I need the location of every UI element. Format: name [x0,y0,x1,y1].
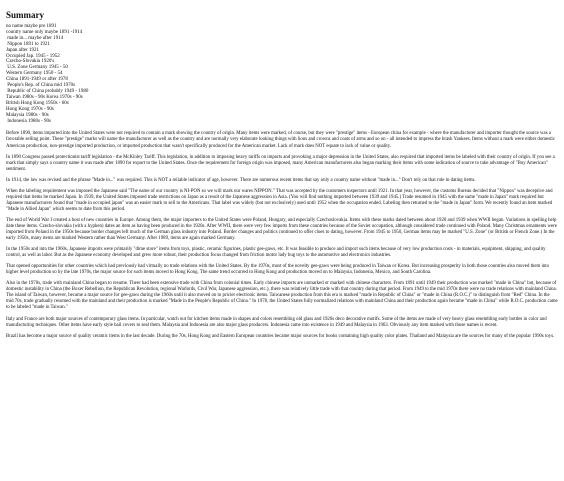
summary-item: no name maybe pre 1891 [6,24,57,29]
summary-item: Malaysia 1980s - 90s [6,112,49,118]
summary-item: country name only maybe 1891 -1914 [6,29,83,35]
summary-item: Czecho-Slovakia 1920's [6,59,55,65]
paragraph-mckinley-tariff: In 1890 Congress passed protectionist tariff legislation - the McKinley Tariff. This legislation, in addition to imposing heavy tariffs on imports and provoking a major depression in the United States, also required that imported items be labeled with their country of origin. If you see a mark that simply says a country name it was made after 1890 for export to the United States. Once the requirement for foreign origin was imposed, many American manufacturers also began marking their items with some indication of source to take advantage of "Buy American" sentiment. [6,154,555,172]
paragraph-made-in-1914: In 1914, the law was revised and the phrase "Made in..." was required. This is NOT a reliable indicator of age, however. There are numerous recent items that say only a country name without "made in..." Don't rely on that rule in dating items. [6,177,476,183]
summary-item: China 1891-1949 or after 1978 [6,77,68,83]
paragraph-pre-1890: Before 1890, items imported into the United States were not required to contain a mark showing the country of origin. Many items were marked, of course, but they were "prestige" items - European china for example - where the manufacturer and importer thought the source was a favorable selling point. These "prestige" marks will name the manufacturer as well as the country and are normally very elaborate looking things with lions and crowns and coats of arms and so on - all intended to impress the brash Yankees. Items without a mark were either domestic American production, non-prestige imported production, or imported production that wasn't specifically produced for the American market. Lack of mark does NOT equate to lack of value or quality. [6,131,555,149]
summary-item: Western Germany 1950 - 54 [6,71,63,77]
summary-list [6,24,558,124]
summary-item: Taiwan 1980s - 90s Korea 1970s - 90s [6,94,83,100]
page-title: Summary [6,10,44,20]
summary-item: Occupied Jap. 1945 - 1952 [6,53,60,59]
summary-item: British Hong Kong 1950s - 60s [6,100,69,106]
paragraph-china: Also in the 1970s, trade with mainland China began to resume. There had been extensive trade with China from colonial times. Early chinese imports are unmarked or marked with chinese characters. From 1891 until 1949 their production was marked "made in China" but, because of domestic instability in China (the Boxer Rebellion, the Republican Revolution, regional Warlords, Civil War, Japanese aggression, etc.), there was relatively little trade with that country during that period. From 1949 to the mid 1970s there were no trade relations with mainland China. The island of Taiwan, however, became a major source for gee-gaws during the 1960s until it also moved on to pricier electronic items. Taiwanese production from this era is marked "made in Republic of China" or "made in China (R.O.C.)" to distinguish from "Red" China. In the mid 70s, trade gradually resumed with the mainland and their production is marked "Made in the People's Republic of China." In 1978, the United States fully normalized relations with mainland China and their production again became "made in China" while R.O.C. production came to be labeled "made in Taiwan." [6,281,558,311]
summary-item: Japan after 1921 [6,47,40,53]
summary-item: made in... maybe after 1914 [6,35,64,41]
paragraph-other-countries: That opened opportunities for other countries which had previously had virtually no trade relations with the United States. By the 1970s, most of the novelty gee-gaws were being produced in Taiwan or Korea. But increasing prosperity in both those countries also moved them into higher level production so by the late 1970s, the major source for such items moved to Hong Kong. The same trend occurred in Hong Kong and production moved on to Malaysia, Indonesia, Mexico, and South Carolina. [6,264,550,276]
paragraph-brazil: Brazil has become a major source of quality ceramic items in the last decade. During the 70s, Hong Kong and Eastern European countries became major sources for books containing high quality color plates. Thailand and Malaysia are the sources for many of the popular 1990s toys. [6,333,555,339]
paragraph-italy-france: Italy and France are both major sources of contemporary glass items. In particular, watch out for kitchen items made in shapes and colors resembling old glass and 1920s deco decorative motifs. Some of the items are made of very heavy glass resembling early bottles in color and manufacturing techniques. Other items have early style bail covers to seal them. Malaysia and Indonesia are also major glass producers. Indonesia came into existence in 1949 and Malaysia in 1963. Obviously any item marked with those names is recent. [6,316,547,328]
summary-item: Hong Kong 1970s - 90s [6,106,54,112]
summary-item: Indonesia 1980s - 90s [6,118,51,124]
summary-item: Nippon 1891 to 1921 [6,41,50,47]
paragraph-nippon-japan: When the labeling requirement was imposed the Japanese said "The name of our country is NI-PON so we will mark our wares NIPPON." That was accepted by the customers inspectors until 1921. In that year, however, the customs Bureau decided that "Nippon" was deceptive and required that items be marked Japan. In 1939, the United States imposed trade restrictions on Japan as a result of the Japanese aggression in Asia. (You will find nothing imported between 1939 and 1945.) Trade resumed in 1945 with the same "made in Japan" mark required but Japanese manufacturers found that "made in occupied japan" was an easier mark to sell to the Americans. That label was widely (but not exclusively) used until 1952 when the occupation ended. Labeling then returned to the "made in Japan" form. We recently found an item marked "Made in Allied Japan" which seems to date from this period. [6,188,553,212]
paragraph-japan-1950s: In the 1950s and into the 1960s, Japanese imports were primarily "dime store" items from toys, plastic, ceramic figurines, plastic gee-gaws, etc. It was feasible to produce and import such items because of very low production costs - in materials, equipment, shipping, and quality control, as well as labor. But as the Japanese economy developed and grew more robust, their production focus changed from friction motor lady bug toys to the automotive and electronics industries. [6,247,546,259]
paragraph-europe-ww1: The end of World War I created a host of new countries in Europe. Among them, the major importers to the United States were Poland, Hungary, and especially Czechoslovakia. Items with these marks dated between about 1920 and 1939 when WWII began. Variations in spelling help date these items. Czecho-slovakia (with a hyphen) dates an item as having been produced in the 1920s. After WWII, there were very few imports from these countries because of the Soviet occupation, although considered trade continued with Poland. Many Christmas ornaments were imported from Poland in the 1950s because border changes left much of the German glass industry into Poland. Border changes and politics continued to offer clues to dating, however. From 1945 to 1950, German items may be marked "U.S. Zone" (or British or French Zone.) In the early 1950s, many items are marked Western rather than West Germany. After 1989, items are again marked Germany. [6,217,557,242]
summary-item: People's Rep. of China mid 1970s [6,83,76,89]
summary-item: Republic of China probably 1949 - 1980 [6,88,89,94]
summary-item: U.S. Zone Germany 1945 - 50 [6,65,68,71]
